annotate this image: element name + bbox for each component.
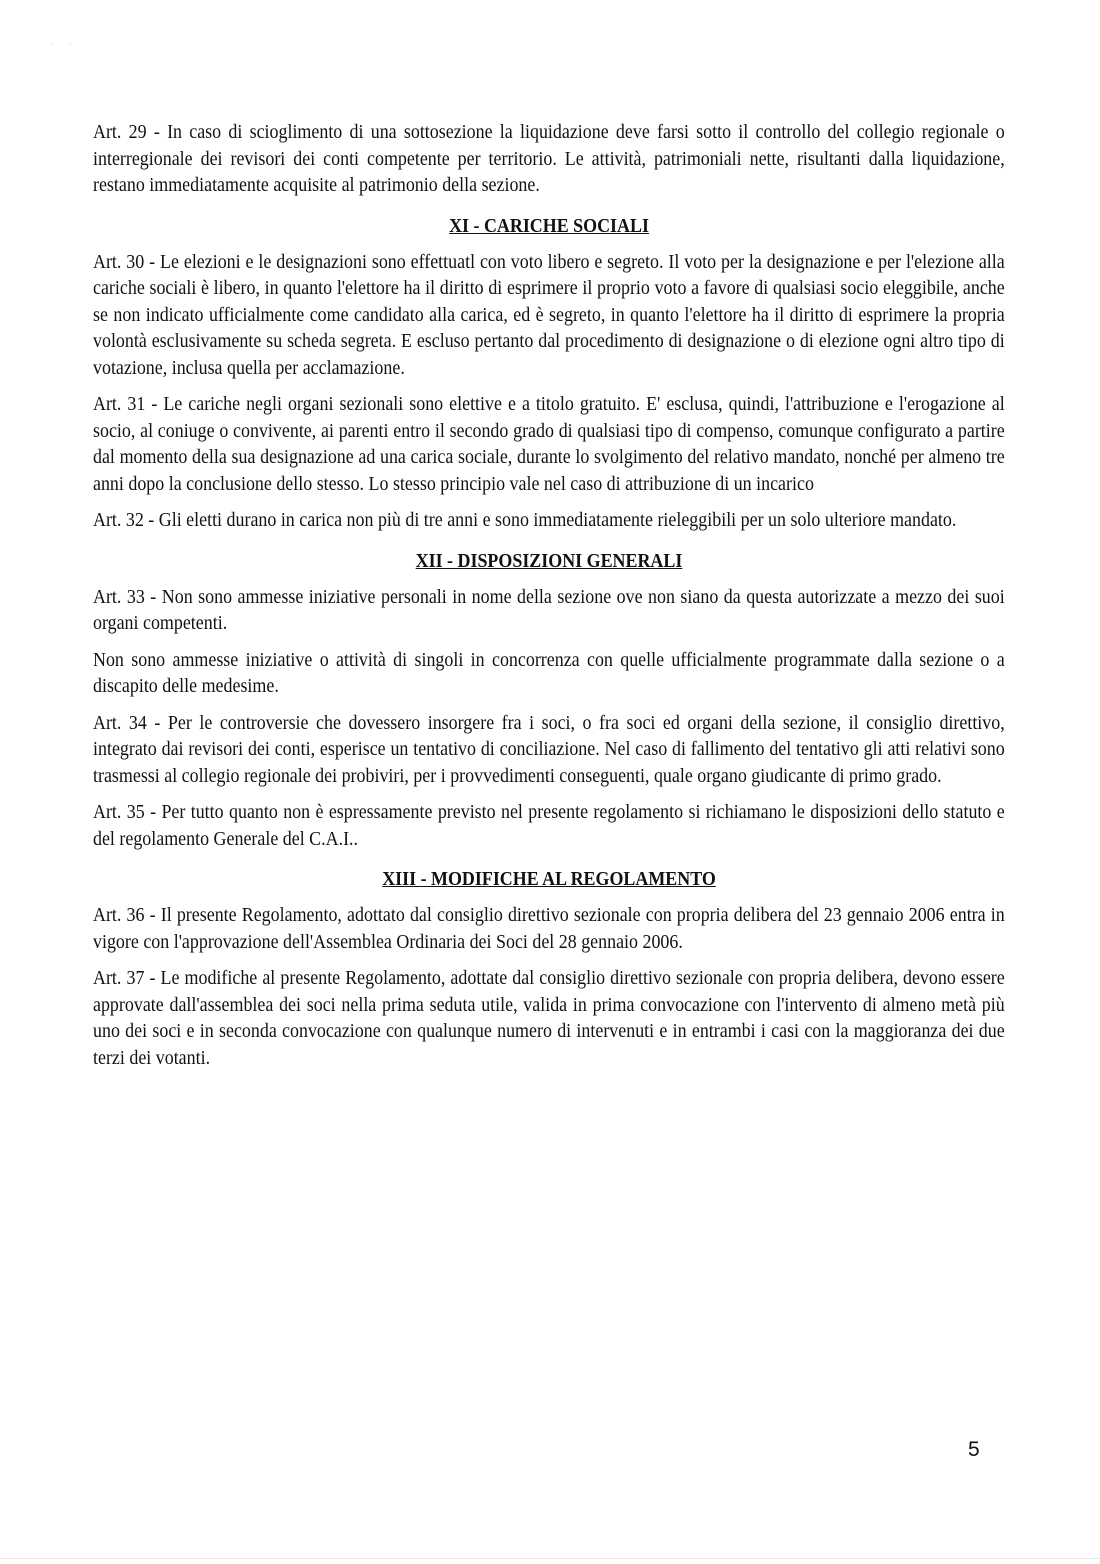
article-31: Art. 31 - Le cariche negli organi sezionali sono elettive e a titolo gratuito. E' esclusa, quindi, l'attribuzione e l'erogazione al socio, al coniuge o convivente, ai parenti entro il secondo grado di qualsiasi tipo di compenso, comunque configurato a partire dal momento della sua designazione ad una carica sociale, durante lo svolgimento del relativo mandato, nonché per almeno tre anni dopo la conclusione dello stesso. Lo stesso principio vale nel caso di attribuzione di un incarico [93,394,1005,495]
article-33-second-paragraph: Non sono ammesse iniziative o attività di singoli in concorrenza con quelle ufficialmente programmate dalla sezione o a discapito delle medesime. [93,649,1005,697]
section-heading-xiii: XIII - MODIFICHE AL REGOLAMENTO [382,869,716,890]
article-35: Art. 35 - Per tutto quanto non è espressamente previsto nel presente regolamento si richiamano le disposizioni dello statuto e del regolamento Generale del C.A.I.. [93,802,1005,850]
article-32: Art. 32 - Gli eletti durano in carica non più di tre anni e sono immediatamente rieleggibili per un solo ulteriore mandato. [93,510,957,531]
article-29: Art. 29 - In caso di scioglimento di una sottosezione la liquidazione deve farsi sotto il controllo del collegio regionale o interregionale dei revisori dei conti competente per territorio. Le attività, patrimoniali nette, risultanti dalla liquidazione, restano immediatamente acquisite al patrimonio della sezione. [93,122,1005,196]
scan-artifact: · · [50,40,78,51]
article-34: Art. 34 - Per le controversie che dovessero insorgere fra i soci, o fra soci ed organi della sezione, il consiglio direttivo, integrato dai revisori dei conti, esperisce un tentativo di conciliazione. Nel caso di fallimento del tentativo gli atti relativi sono trasmessi al collegio regionale dei probiviri, per i provvedimenti conseguenti, quale organo giudicante di primo grado. [93,712,1005,787]
section-heading-xi: XI - CARICHE SOCIALI [449,215,649,237]
article-36: Art. 36 - Il presente Regolamento, adottato dal consiglio direttivo sezionale con propria delibera del 23 gennaio 2006 entra in vigore con l'approvazione dell'Assemblea Ordinaria dei Soci del 28 gennaio 2006. [93,905,1005,953]
document-body [93,120,1005,1072]
article-30: Art. 30 - Le elezioni e le designazioni sono effettuatl con voto libero e segreto. Il voto per la designazione e per l'elezione alla cariche sociali è libero, in quanto l'elettore ha il diritto di esprimere il proprio voto a favore di qualsiasi socio eleggibile, anche se non indicato ufficialmente come candidato alla carica, ed è segreto, in quanto l'elettore ha il diritto di esprimere la propria volontà esclusivamente su scheda segreta. E escluso pertanto dal procedimento di designazione o di elezione ogni altro tipo di votazione, inclusa quella per acclamazione. [93,251,1005,379]
article-37: Art. 37 - Le modifiche al presente Regolamento, adottate dal consiglio direttivo sezionale con propria delibera, devono essere approvate dall'assemblea dei soci nella prima seduta utile, valida in prima convocazione con l'intervento di almeno metà più uno dei soci e in seconda convocazione con qualunque numero di intervenuti e in entrambi i casi con la maggioranza dei due terzi dei votanti. [93,968,1005,1069]
page-number: 5 [968,1438,980,1461]
page-bottom-edge [0,1558,1100,1559]
section-heading-xii: XII - DISPOSIZIONI GENERALI [415,550,683,572]
article-33: Art. 33 - Non sono ammesse iniziative personali in nome della sezione ove non siano da questa autorizzate a mezzo dei suoi organi competenti. [93,586,1005,634]
